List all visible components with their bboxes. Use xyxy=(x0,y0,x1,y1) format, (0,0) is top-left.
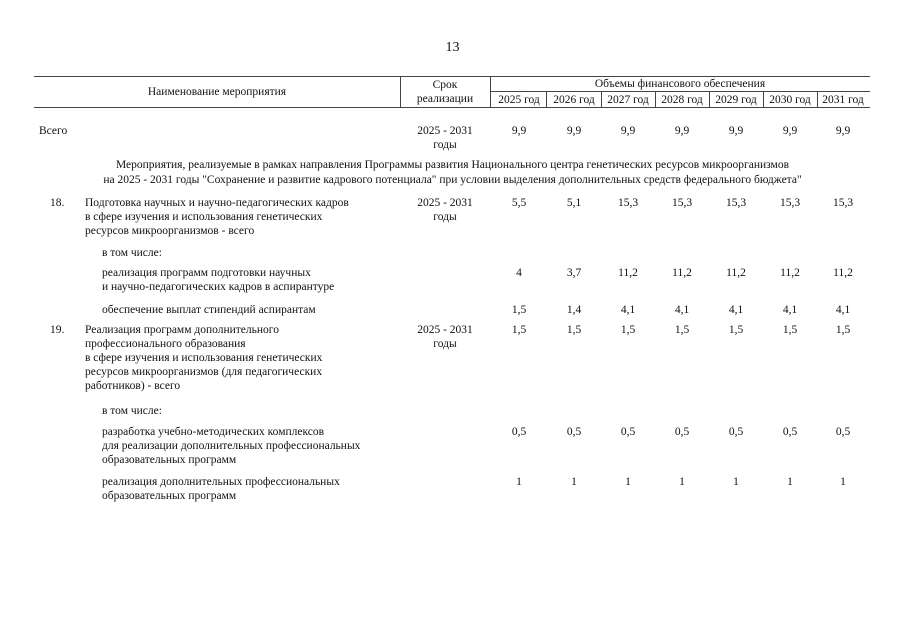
item-19-sub2-value: 1 xyxy=(516,476,522,488)
item-18-sub2-value: 1,5 xyxy=(511,304,527,316)
item-19-value: 1,5 xyxy=(511,324,527,336)
item-18-sub2-value: 1,4 xyxy=(566,304,582,316)
item-19-sub1-value: 0,5 xyxy=(728,426,744,438)
header-name-column: Наименование мероприятия xyxy=(147,86,287,98)
item-19-including: в том числе: xyxy=(102,405,162,417)
years-rule xyxy=(490,91,870,92)
item-19-sub1-value: 0,5 xyxy=(620,426,636,438)
total-value: 9,9 xyxy=(620,125,636,137)
item-19-sub1-value: 0,5 xyxy=(566,426,582,438)
item-19-sub1-name: разработка учебно-методических комплексов для реализации дополнительных профессиональных образовательных программ xyxy=(102,426,361,466)
item-19-value: 1,5 xyxy=(782,324,798,336)
year-header: 2030 год xyxy=(769,94,811,106)
item-18-sub2-name: обеспечение выплат стипендий аспирантам xyxy=(102,304,316,316)
item-18-sub1-value: 3,7 xyxy=(566,267,582,279)
item-19-sub1-value: 0,5 xyxy=(511,426,527,438)
item-19-sub1-value: 0,5 xyxy=(835,426,851,438)
item-19-number: 19. xyxy=(50,324,65,336)
item-18-sub1-name: реализация программ подготовки научных и научно-педагогических кадров в аспирантуре xyxy=(102,267,335,293)
item-19-sub2-value: 1 xyxy=(571,476,577,488)
year-header: 2025 год xyxy=(498,94,540,106)
item-18-name: Подготовка научных и научно-педагогических кадров в сфере изучения и использования генетических ресурсов микроорганизмов - всего xyxy=(85,197,349,237)
item-18-sub1-value: 4 xyxy=(516,267,522,279)
item-18-value: 15,3 xyxy=(617,197,639,209)
total-value: 9,9 xyxy=(674,125,690,137)
item-19-sub2-value: 1 xyxy=(733,476,739,488)
year-header: 2028 год xyxy=(661,94,703,106)
item-18-number: 18. xyxy=(50,197,65,209)
item-19-value: 1,5 xyxy=(620,324,636,336)
total-value: 9,9 xyxy=(835,125,851,137)
total-term-line1: 2025 - 2031 xyxy=(417,125,473,137)
item-19-sub1-value: 0,5 xyxy=(782,426,798,438)
item-18-value: 15,3 xyxy=(725,197,747,209)
item-18-sub2-value: 4,1 xyxy=(782,304,798,316)
item-18-sub1-value: 11,2 xyxy=(672,267,692,279)
item-19-name: Реализация программ дополнительного профессионального образования в сфере изучения и использования генетических ресурсов микроорганизмов (для педагогических работников) - всего xyxy=(85,324,323,392)
item-18-value: 15,3 xyxy=(832,197,854,209)
item-19-sub2-name: реализация дополнительных профессиональных образовательных программ xyxy=(102,476,340,502)
item-19-term-line2: годы xyxy=(433,338,457,350)
item-18-sub2-value: 4,1 xyxy=(835,304,851,316)
item-19-sub2-value: 1 xyxy=(840,476,846,488)
item-19-sub1-value: 0,5 xyxy=(674,426,690,438)
item-18-term-line1: 2025 - 2031 xyxy=(417,197,473,209)
year-header: 2026 год xyxy=(553,94,595,106)
item-18-value: 5,1 xyxy=(566,197,582,209)
header-bottom-rule xyxy=(34,107,870,108)
section-title-line1: Мероприятия, реализуемые в рамках направления Программы развития Национального центра генетических ресурсов микроорганизмов xyxy=(115,159,790,171)
item-19-term-line1: 2025 - 2031 xyxy=(417,324,473,336)
total-value: 9,9 xyxy=(511,125,527,137)
item-19-value: 1,5 xyxy=(566,324,582,336)
total-term-line2: годы xyxy=(433,139,457,151)
item-18-sub1-value: 11,2 xyxy=(618,267,638,279)
item-18-sub1-value: 11,2 xyxy=(780,267,800,279)
item-19-sub2-value: 1 xyxy=(787,476,793,488)
item-18-sub2-value: 4,1 xyxy=(620,304,636,316)
total-value: 9,9 xyxy=(782,125,798,137)
item-19-value: 1,5 xyxy=(674,324,690,336)
item-19-value: 1,5 xyxy=(728,324,744,336)
item-18-sub1-value: 11,2 xyxy=(833,267,853,279)
total-label: Всего xyxy=(39,125,68,137)
item-18-sub1-value: 11,2 xyxy=(726,267,746,279)
page-number: 13 xyxy=(445,40,460,55)
item-18-value: 15,3 xyxy=(779,197,801,209)
header-volumes-title: Объемы финансового обеспечения xyxy=(594,78,766,90)
year-header: 2029 год xyxy=(715,94,757,106)
section-title-line2: на 2025 - 2031 годы "Сохранение и развитие кадрового потенциала" при условии выделения дополнительных средств федерального бюджета" xyxy=(103,174,802,186)
total-value: 9,9 xyxy=(728,125,744,137)
item-19-sub2-value: 1 xyxy=(625,476,631,488)
item-18-value: 5,5 xyxy=(511,197,527,209)
header-term-line1: Срок xyxy=(432,79,458,91)
item-19-value: 1,5 xyxy=(835,324,851,336)
item-18-including: в том числе: xyxy=(102,247,162,259)
item-18-sub2-value: 4,1 xyxy=(728,304,744,316)
total-value: 9,9 xyxy=(566,125,582,137)
year-header: 2027 год xyxy=(607,94,649,106)
item-18-value: 15,3 xyxy=(671,197,693,209)
item-19-sub2-value: 1 xyxy=(679,476,685,488)
item-18-term-line2: годы xyxy=(433,211,457,223)
header-term-line2: реализации xyxy=(416,93,474,105)
item-18-sub2-value: 4,1 xyxy=(674,304,690,316)
year-header: 2031 год xyxy=(822,94,864,106)
